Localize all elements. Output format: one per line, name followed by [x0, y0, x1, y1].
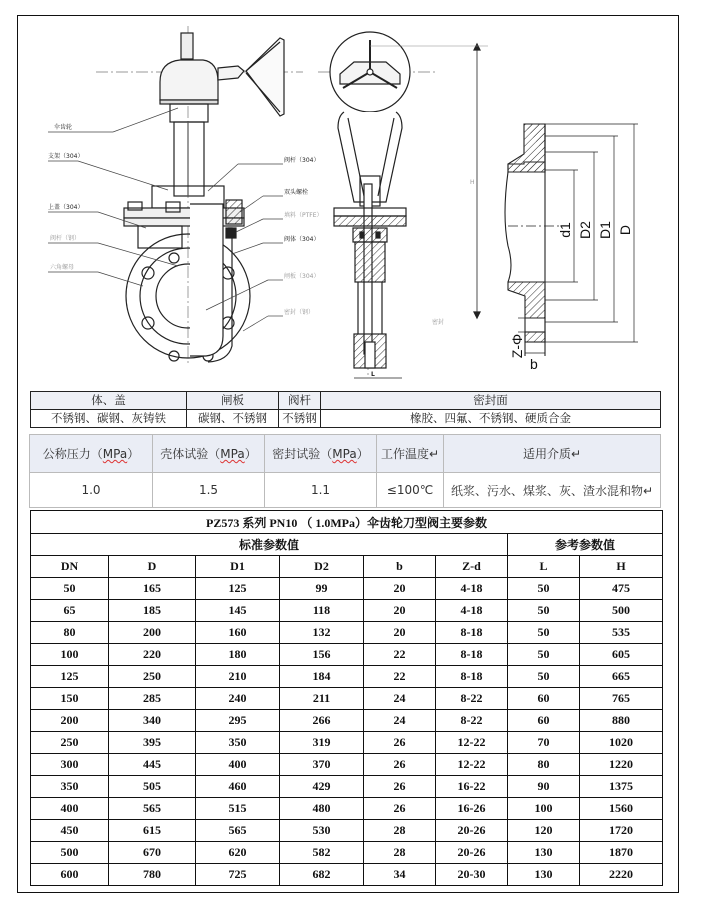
performance-table — [29, 434, 661, 508]
table-cell: 130 — [508, 864, 580, 886]
table-cell: 4-18 — [436, 578, 508, 600]
table-cell: 12-22 — [436, 732, 508, 754]
svg-text:支架（304）: 支架（304） — [48, 153, 84, 160]
table-cell: 620 — [196, 842, 280, 864]
table-cell: 28 — [364, 820, 436, 842]
table-row — [31, 666, 663, 688]
table-title: PZ573 系列 PN10 （ 1.0MPa）伞齿轮刀型阀主要参数 — [31, 511, 663, 534]
column-header: DN — [31, 556, 109, 578]
svg-text:密封（钢）: 密封（钢） — [284, 309, 315, 316]
table-row — [31, 732, 663, 754]
perf-value: 1.1 — [265, 473, 377, 508]
table-cell: 24 — [364, 688, 436, 710]
table-cell: 80 — [31, 622, 109, 644]
table-cell: 475 — [580, 578, 663, 600]
column-header: D2 — [280, 556, 364, 578]
material-header: 闸板 — [187, 392, 279, 410]
material-header: 阀杆 — [279, 392, 321, 410]
svg-text:阀杆（304）: 阀杆（304） — [284, 157, 320, 164]
table-cell: 20-26 — [436, 820, 508, 842]
valve-drawing — [18, 16, 678, 388]
table-cell: 445 — [109, 754, 196, 776]
group-standard: 标准参数值 — [31, 534, 508, 556]
table-cell: 600 — [31, 864, 109, 886]
table-cell: 90 — [508, 776, 580, 798]
perf-header-pressure: 公称压力（MPa） — [30, 435, 153, 473]
table-cell: 50 — [508, 622, 580, 644]
table-cell: 211 — [280, 688, 364, 710]
table-cell: 1220 — [580, 754, 663, 776]
table-cell: 500 — [31, 842, 109, 864]
table-cell: 8-18 — [436, 644, 508, 666]
svg-text:D1: D1 — [597, 221, 613, 239]
table-cell: 582 — [280, 842, 364, 864]
material-value: 不锈钢 — [279, 410, 321, 428]
table-cell: 8-18 — [436, 666, 508, 688]
parameters-table — [30, 510, 663, 886]
table-cell: 266 — [280, 710, 364, 732]
table-cell: 120 — [508, 820, 580, 842]
table-cell: 780 — [109, 864, 196, 886]
column-header: D — [109, 556, 196, 578]
table-cell: 132 — [280, 622, 364, 644]
table-cell: 500 — [580, 600, 663, 622]
table-cell: 16-22 — [436, 776, 508, 798]
table-row — [31, 842, 663, 864]
svg-text:D2: D2 — [577, 221, 593, 239]
table-cell: 615 — [109, 820, 196, 842]
table-cell: 118 — [280, 600, 364, 622]
table-cell: 319 — [280, 732, 364, 754]
table-cell: 20-30 — [436, 864, 508, 886]
svg-text:闸板（304）: 闸板（304） — [284, 273, 320, 280]
table-cell: 370 — [280, 754, 364, 776]
table-cell: 395 — [109, 732, 196, 754]
table-cell: 50 — [508, 600, 580, 622]
table-cell: 130 — [508, 842, 580, 864]
table-cell: 350 — [196, 732, 280, 754]
svg-text:D: D — [617, 224, 633, 236]
table-cell: 1375 — [580, 776, 663, 798]
svg-text:b: b — [530, 356, 538, 372]
perf-value: 纸浆、污水、煤浆、灰、渣水混和物↵ — [444, 473, 661, 508]
table-cell: 515 — [196, 798, 280, 820]
material-header: 体、盖 — [31, 392, 187, 410]
side-view — [318, 32, 488, 378]
table-cell: 200 — [31, 710, 109, 732]
perf-header-temperature: 工作温度↵ — [377, 435, 444, 473]
table-cell: 24 — [364, 710, 436, 732]
svg-text:六角螺母: 六角螺母 — [50, 264, 75, 271]
perf-header-seal-test: 密封试验（MPa） — [265, 435, 377, 473]
svg-text:上盖（304）: 上盖（304） — [48, 204, 84, 211]
table-cell: 20-26 — [436, 842, 508, 864]
table-row — [31, 622, 663, 644]
table-cell: 1560 — [580, 798, 663, 820]
table-cell: 20 — [364, 578, 436, 600]
material-value: 橡胶、四氟、不锈钢、硬质合金 — [321, 410, 661, 428]
table-cell: 20 — [364, 600, 436, 622]
table-cell: 480 — [280, 798, 364, 820]
svg-text:填料（PTFE）: 填料（PTFE） — [284, 212, 323, 219]
column-header: Z-d — [436, 556, 508, 578]
table-cell: 145 — [196, 600, 280, 622]
svg-text:双头螺栓: 双头螺栓 — [284, 189, 309, 196]
table-cell: 530 — [280, 820, 364, 842]
svg-text:H: H — [470, 179, 475, 186]
flange-section — [505, 124, 638, 359]
table-cell: 65 — [31, 600, 109, 622]
table-cell: 285 — [109, 688, 196, 710]
table-cell: 220 — [109, 644, 196, 666]
table-cell: 50 — [508, 578, 580, 600]
table-cell: 2220 — [580, 864, 663, 886]
table-cell: 725 — [196, 864, 280, 886]
table-cell: 160 — [196, 622, 280, 644]
table-cell: 28 — [364, 842, 436, 864]
table-row — [31, 710, 663, 732]
table-cell: 670 — [109, 842, 196, 864]
table-cell: 350 — [31, 776, 109, 798]
group-reference: 参考参数值 — [508, 534, 663, 556]
table-row — [31, 798, 663, 820]
table-cell: 50 — [31, 578, 109, 600]
table-cell: 100 — [508, 798, 580, 820]
table-cell: 1870 — [580, 842, 663, 864]
table-row — [31, 644, 663, 666]
table-cell: 682 — [280, 864, 364, 886]
table-cell: 765 — [580, 688, 663, 710]
table-cell: 565 — [196, 820, 280, 842]
table-cell: 400 — [196, 754, 280, 776]
table-cell: 20 — [364, 622, 436, 644]
table-cell: 26 — [364, 732, 436, 754]
table-cell: 16-26 — [436, 798, 508, 820]
table-row — [31, 688, 663, 710]
table-cell: 295 — [196, 710, 280, 732]
table-cell: 450 — [31, 820, 109, 842]
table-cell: 8-22 — [436, 710, 508, 732]
table-row — [31, 820, 663, 842]
material-header: 密封面 — [321, 392, 661, 410]
table-cell: 60 — [508, 710, 580, 732]
table-cell: 505 — [109, 776, 196, 798]
table-cell: 1020 — [580, 732, 663, 754]
table-cell: 429 — [280, 776, 364, 798]
table-cell: 80 — [508, 754, 580, 776]
column-header: H — [580, 556, 663, 578]
table-row — [31, 776, 663, 798]
table-cell: 125 — [196, 578, 280, 600]
table-cell: 340 — [109, 710, 196, 732]
table-cell: 22 — [364, 666, 436, 688]
table-cell: 100 — [31, 644, 109, 666]
table-cell: 200 — [109, 622, 196, 644]
material-value: 碳钢、不锈钢 — [187, 410, 279, 428]
perf-header-shell-test: 壳体试验（MPa） — [153, 435, 265, 473]
table-cell: 300 — [31, 754, 109, 776]
table-row — [31, 864, 663, 886]
table-cell: 22 — [364, 644, 436, 666]
table-cell: 185 — [109, 600, 196, 622]
table-cell: 1720 — [580, 820, 663, 842]
column-header: b — [364, 556, 436, 578]
table-row — [31, 578, 663, 600]
table-row — [31, 600, 663, 622]
perf-value: ≤100℃ — [377, 473, 444, 508]
table-cell: 250 — [109, 666, 196, 688]
table-cell: 60 — [508, 688, 580, 710]
table-cell: 184 — [280, 666, 364, 688]
table-cell: 535 — [580, 622, 663, 644]
table-cell: 210 — [196, 666, 280, 688]
table-cell: 150 — [31, 688, 109, 710]
table-cell: 26 — [364, 798, 436, 820]
table-cell: 8-22 — [436, 688, 508, 710]
table-cell: 665 — [580, 666, 663, 688]
materials-table — [30, 391, 661, 428]
table-cell: 880 — [580, 710, 663, 732]
column-header: L — [508, 556, 580, 578]
svg-text:伞齿轮: 伞齿轮 — [54, 124, 73, 131]
material-value: 不锈钢、碳钢、灰铸铁 — [31, 410, 187, 428]
table-cell: 4-18 — [436, 600, 508, 622]
table-cell: 156 — [280, 644, 364, 666]
svg-text:密封: 密封 — [432, 319, 445, 326]
table-cell: 605 — [580, 644, 663, 666]
svg-text:阀体（304）: 阀体（304） — [284, 236, 320, 243]
table-cell: 50 — [508, 644, 580, 666]
front-view — [48, 26, 303, 366]
svg-text:Z-Φ: Z-Φ — [509, 333, 525, 359]
table-cell: 8-18 — [436, 622, 508, 644]
table-cell: 400 — [31, 798, 109, 820]
perf-value: 1.0 — [30, 473, 153, 508]
svg-text:d1: d1 — [557, 222, 573, 238]
table-cell: 50 — [508, 666, 580, 688]
table-cell: 565 — [109, 798, 196, 820]
svg-text:阀杆（钢）: 阀杆（钢） — [50, 235, 81, 242]
table-cell: 99 — [280, 578, 364, 600]
column-header: D1 — [196, 556, 280, 578]
table-cell: 460 — [196, 776, 280, 798]
table-cell: 125 — [31, 666, 109, 688]
table-cell: 26 — [364, 754, 436, 776]
perf-value: 1.5 — [153, 473, 265, 508]
table-cell: 165 — [109, 578, 196, 600]
table-cell: 240 — [196, 688, 280, 710]
table-cell: 250 — [31, 732, 109, 754]
table-cell: 26 — [364, 776, 436, 798]
table-row — [31, 754, 663, 776]
table-cell: 12-22 — [436, 754, 508, 776]
table-cell: 70 — [508, 732, 580, 754]
table-cell: 180 — [196, 644, 280, 666]
svg-text:L: L — [371, 371, 375, 378]
table-cell: 34 — [364, 864, 436, 886]
perf-header-medium: 适用介质↵ — [444, 435, 661, 473]
